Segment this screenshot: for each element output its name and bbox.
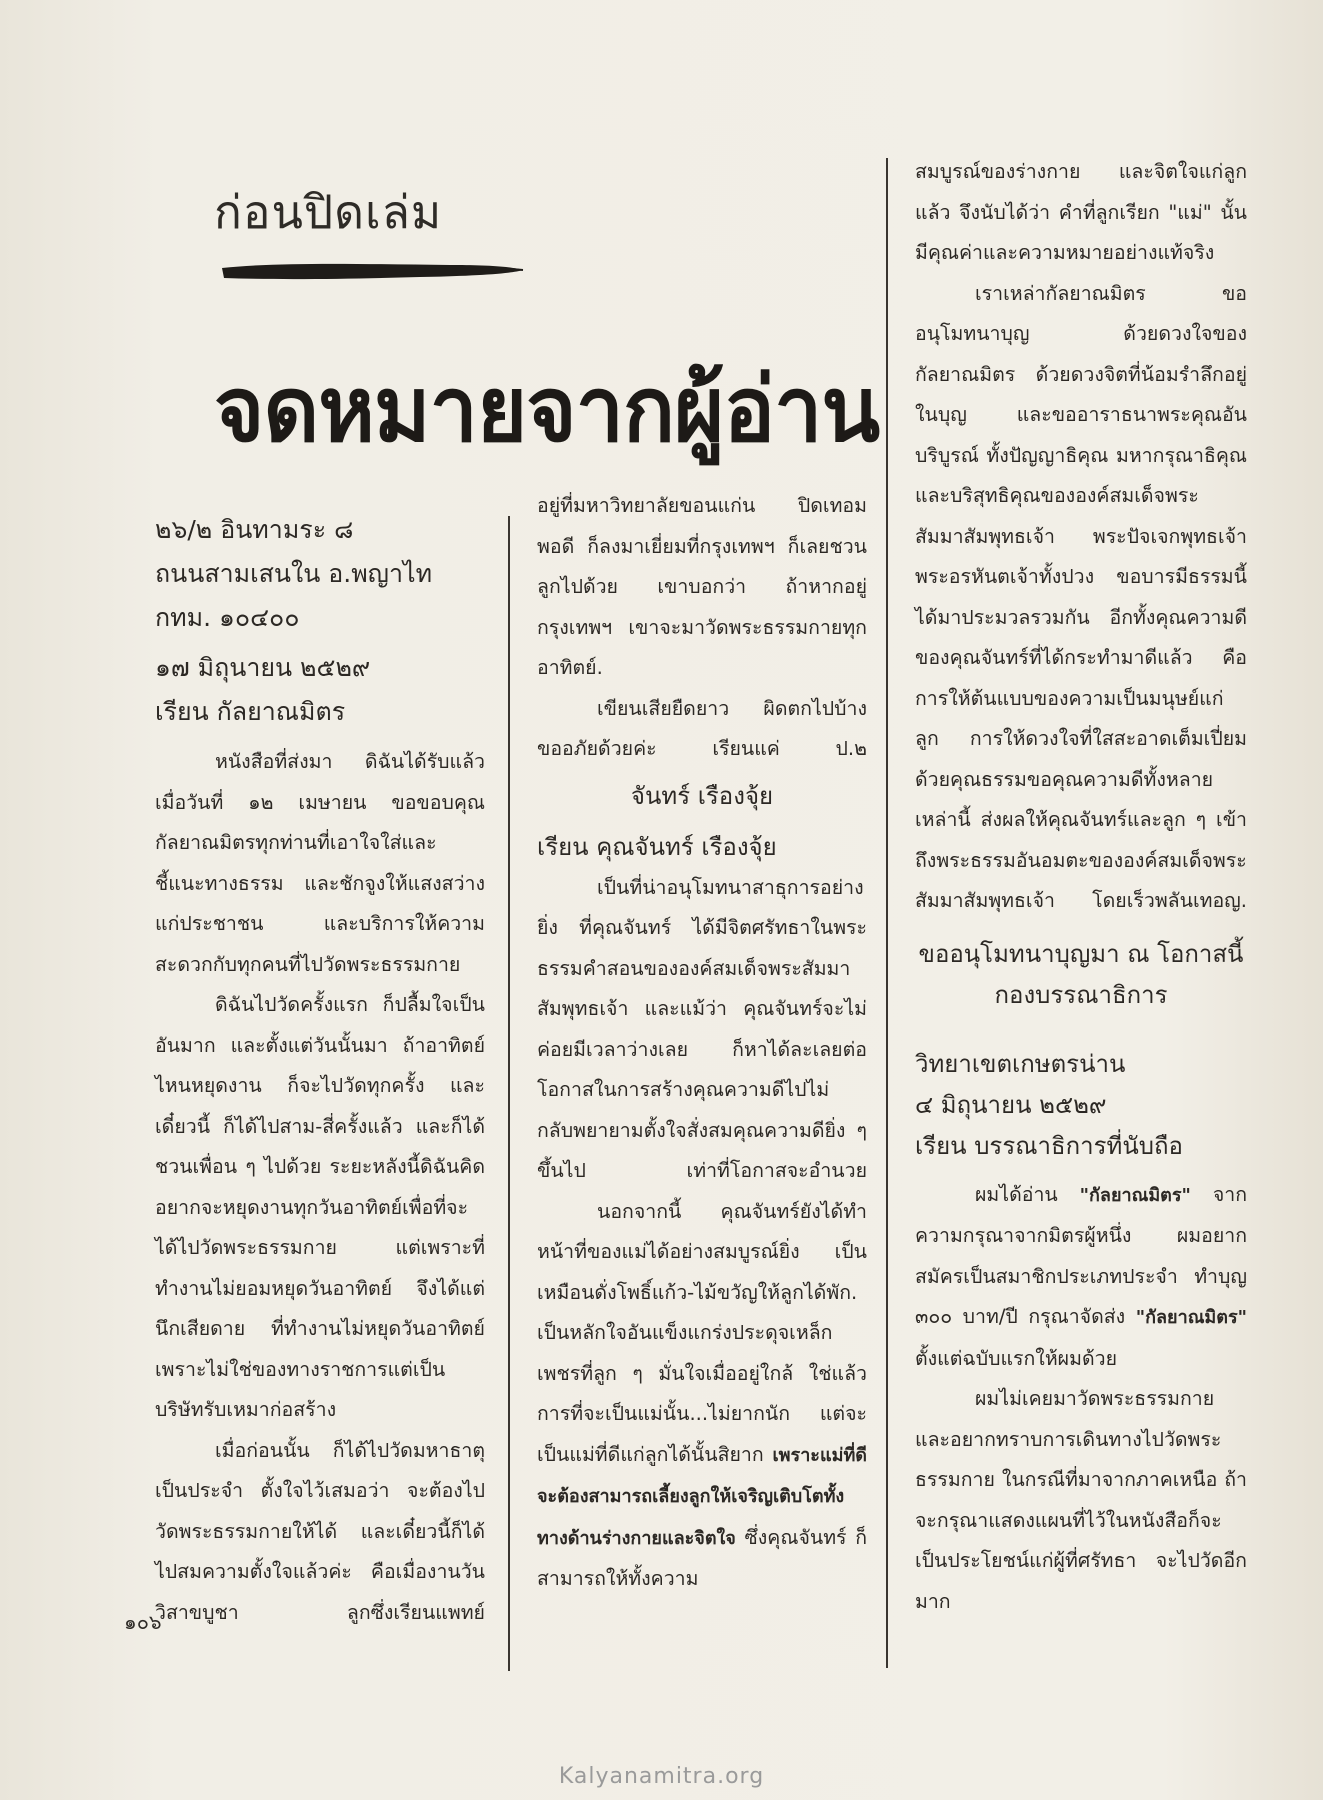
column-2 xyxy=(537,486,867,1600)
reply-paragraph xyxy=(537,1192,867,1600)
letter2-salutation: เรียน บรรณาธิการที่นับถือ xyxy=(915,1131,1183,1160)
column-1 xyxy=(155,508,485,1633)
watermark: Kalyanamitra.org xyxy=(558,1764,765,1789)
sender-address-line2: ถนนสามเสนใน อ.พญาไท xyxy=(155,559,433,588)
letter-salutation: เรียน กัลยาณมิตร xyxy=(155,697,346,726)
letter2-place: วิทยาเขตเกษตรน่าน xyxy=(915,1049,1126,1078)
column-divider-2 xyxy=(886,158,888,1668)
reply-signature: กองบรรณาธิการ xyxy=(994,980,1168,1009)
reply-closing: ขออนุโมทนาบุญมา ณ โอกาสนี้ xyxy=(918,939,1244,968)
letter2-text: จากความกรุณาจากมิตรผู้หนึ่ง ผมอยากสมัครเป็นสมาชิกประเภทประจำ ทำบุญ ๓๐๐ บาท/ปี กรุณาจัดส่ง xyxy=(915,1182,1248,1328)
sender-address-line1: ๒๖/๒ อินทามระ ๘ xyxy=(155,515,354,544)
reply-text: นอกจากนี้ คุณจันทร์ยังได้ทำหน้าที่ของแม่ได้อย่างสมบูรณ์ยิ่ง เป็นเหมือนดั่งโพธิ์แก้ว-ไม้ขวัญให้ลูกได้พัก. เป็นหลักใจอันแข็งแกร่งประดุจเหล็กเพชรที่ลูก ๆ มั่นใจเมื่ออยู่ใกล้ ใช่แล้ว การที่จะเป็นแม่นั้น...ไม่ยากนัก แต่จะเป็นแม่ที่ดีแก่ลูกได้นั้นสิยาก xyxy=(537,1199,867,1466)
sender-address-line3: กทม. ๑๐๔๐๐ xyxy=(155,603,300,632)
section-title: ก่อนปิดเล่ม xyxy=(214,185,443,239)
page-number: ๑๐๖ xyxy=(124,1610,162,1634)
reply-paragraph: เราเหล่ากัลยาณมิตร ขออนุโมทนาบุญ ด้วยดวงใจของกัลยาณมิตร ด้วยดวงจิตที่น้อมรำลึกอยู่ในบุญ และขออาราธนาพระคุณอันบริบูรณ์ ทั้งปัญญาธิคุณ มหากรุณาธิคุณ และบริสุทธิคุณขององค์สมเด็จพระสัมมาสัมพุทธเจ้า พระปัจเจกพุทธเจ้า พระอรหันตเจ้าทั้งปวง ขอบารมีธรรมนี้ได้มาประมวลรวมกัน อีกทั้งคุณความดีของคุณจันทร์ที่ได้กระทำมาดีแล้ว คือการให้ต้นแบบของความเป็นมนุษย์แก่ลูก การให้ดวงใจที่ใสสะอาดเต็มเปี่ยมด้วยคุณธรรมขอคุณความดีทั้งหลายเหล่านี้ ส่งผลให้คุณจันทร์และลูก ๆ เข้าถึงพระธรรมอันอมตะขององค์สมเด็จพระสัมมาสัมพุทธเจ้า โดยเร็วพลันเทอญ. xyxy=(915,281,1247,912)
letter-paragraph: เมื่อก่อนนั้น ก็ได้ไปวัดมหาธาตุเป็นประจำ ตั้งใจไว้เสมอว่า จะต้องไปวัดพระธรรมกายให้ได้ และเดี๋ยวนี้ก็ได้ไปสมความตั้งใจแล้วค่ะ คือเมื่องานวันวิสาขบูชา ลูกซึ่งเรียนแพทย์ xyxy=(155,1438,485,1624)
letter2-text: ผมได้อ่าน xyxy=(975,1182,1058,1206)
brush-stroke-decoration xyxy=(220,258,525,284)
main-title: จดหมายจากผู้อ่าน xyxy=(214,357,880,463)
letter2-date: ๔ มิถุนายน ๒๕๒๙ xyxy=(915,1090,1107,1119)
reply-paragraph: เป็นที่น่าอนุโมทนาสาธุการอย่างยิ่ง ที่คุณจันทร์ ได้มีจิตศรัทธาในพระธรรมคำสอนขององค์สมเด็จพระสัมมาสัมพุทธเจ้า และแม้ว่า คุณจันทร์จะไม่ค่อยมีเวลาว่างเลย ก็หาได้ละเลยต่อโอกาสในการสร้างคุณความดีไปไม่ กลับพยายามตั้งใจสั่งสมคุณความดียิ่ง ๆ ขึ้นไป เท่าที่โอกาสจะอำนวย xyxy=(537,875,867,1182)
letter2-paragraph: ผมไม่เคยมาวัดพระธรรมกายและอยากทราบการเดินทางไปวัดพระธรรมกาย ในกรณีที่มาจากภาคเหนือ ถ้าจะกรุณาแสดงแผนที่ไว้ในหนังสือก็จะเป็นประโยชน์แก่ผู้ที่ศรัทธา จะไปวัดอีกมาก xyxy=(915,1387,1247,1613)
reply-text: ซึ่งคุณจันทร์ ก็สามารถให้ทั้งความ xyxy=(537,1525,868,1590)
reply-paragraph: สมบูรณ์ของร่างกาย และจิตใจแก่ลูกแล้ว จึงนับได้ว่า คำที่ลูกเรียก "แม่" นั้นมีคุณค่าและความหมายอย่างแท้จริง xyxy=(915,160,1247,264)
letter-paragraph: ดิฉันไปวัดครั้งแรก ก็ปลื้มใจเป็นอันมาก และตั้งแต่วันนั้นมา ถ้าอาทิตย์ไหนหยุดงาน ก็จะไปวัดทุกครั้ง และเดี๋ยวนี้ ก็ได้ไปสาม-สี่ครั้งแล้ว และก็ได้ชวนเพื่อน ๆ ไปด้วย ระยะหลังนี้ดิฉันคิดอยากจะหยุดงานทุกวันอาทิตย์เพื่อที่จะได้ไปวัดพระธรรมกาย แต่เพราะที่ทำงานไม่ยอมหยุดวันอาทิตย์ จึงได้แต่นึกเสียดาย ที่ทำงานไม่หยุดวันอาทิตย์ เพราะไม่ใช่ของทางราชการแต่เป็นบริษัทรับเหมาก่อสร้าง xyxy=(155,993,485,1421)
magazine-name: "กัลยาณมิตร" xyxy=(1079,1184,1191,1206)
magazine-name: "กัลยาณมิตร" xyxy=(1135,1307,1247,1328)
column-divider-1 xyxy=(508,516,510,1671)
letter2-paragraph xyxy=(915,1175,1247,1380)
letter-signature: จันทร์ เรืองจุ้ย xyxy=(630,781,774,810)
letter-paragraph: เขียนเสียยืดยาว ผิดตกไปบ้างขออภัยด้วยค่ะ เรียนแค่ ป.๒ xyxy=(537,696,867,760)
letter-paragraph: อยู่ที่มหาวิทยาลัยขอนแก่น ปิดเทอมพอดี ก็ลงมาเยี่ยมที่กรุงเทพฯ ก็เลยชวนลูกไปด้วย เขาบอกว่า ถ้าหากอยู่กรุงเทพฯ เขาจะมาวัดพระธรรมกายทุกอาทิตย์. xyxy=(537,494,867,679)
letter2-text: ตั้งแต่ฉบับแรกให้ผมด้วย xyxy=(915,1346,1117,1370)
reply-bold-text: เพราะแม่ที่ดี จะต้องสามารถเลี้ยงลูกให้เจริญเติบโตทั้งทางด้านร่างกายและจิตใจ xyxy=(537,1444,867,1549)
letter-date: ๑๗ มิถุนายน ๒๕๒๙ xyxy=(155,653,371,682)
column-3 xyxy=(915,152,1247,1622)
reply-salutation: เรียน คุณจันทร์ เรืองจุ้ย xyxy=(537,832,777,861)
letter-paragraph: หนังสือที่ส่งมา ดิฉันได้รับแล้วเมื่อวันที่ ๑๒ เมษายน ขอขอบคุณกัลยาณมิตรทุกท่านที่เอาใจใส่และชี้แนะทางธรรม และชักจูงให้แสงสว่างแก่ประชาชน และบริการให้ความสะดวกกับทุกคนที่ไปวัดพระธรรมกาย xyxy=(155,750,485,976)
